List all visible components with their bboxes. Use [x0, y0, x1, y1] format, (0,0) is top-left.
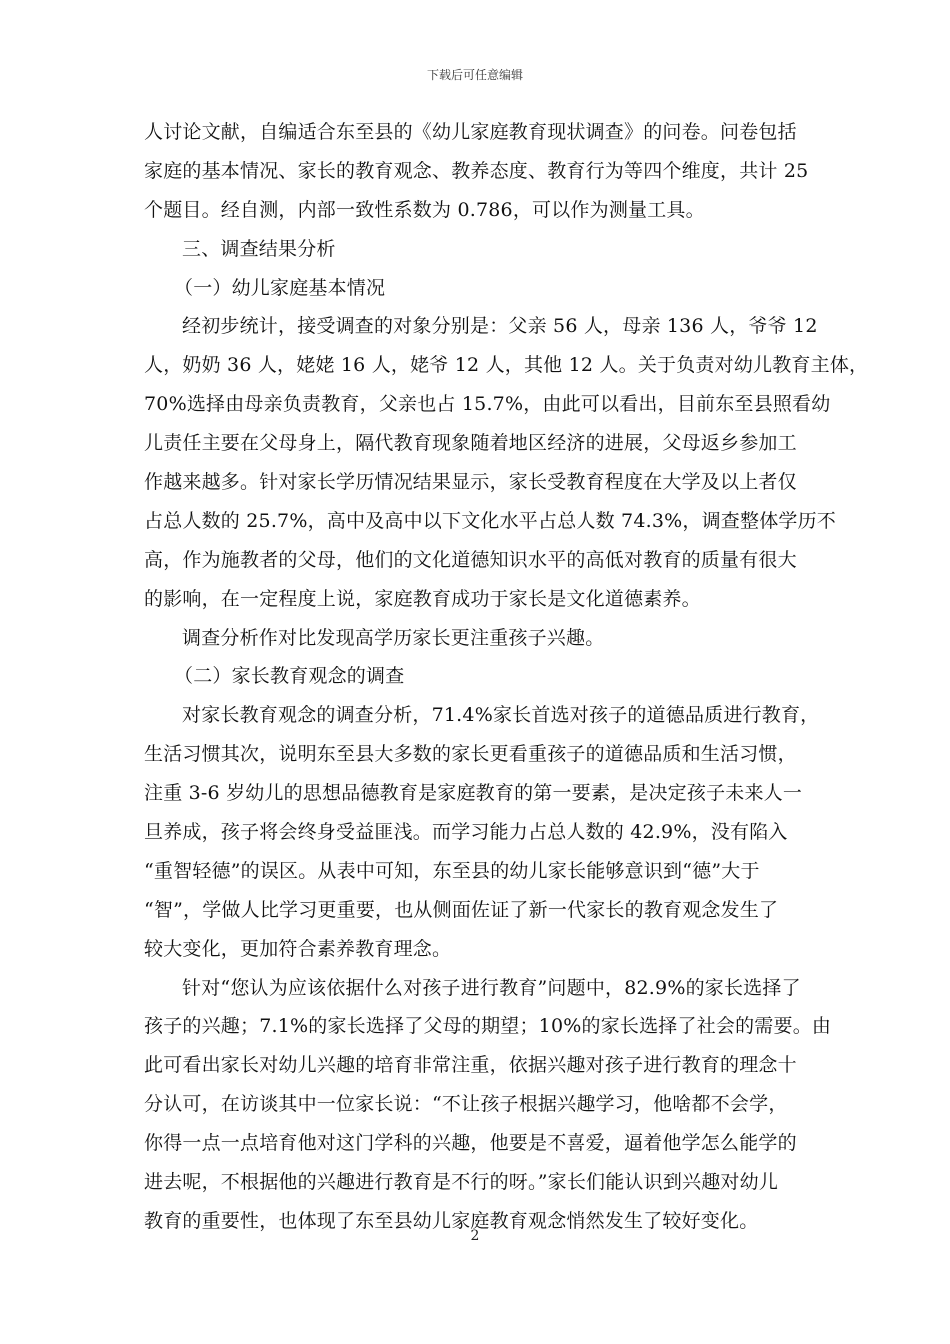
text-line: 调查分析作对比发现高学历家长更注重孩子兴趣。: [182, 626, 605, 649]
text-line: 进去呢，不根据他的兴趣进行教育是不行的呀。”家长们能认识到兴趣对幼儿: [144, 1171, 779, 1194]
text-line: 70%选择由母亲负责教育，父亲也占 15.7%，由此可以看出，目前东至县照看幼: [144, 393, 831, 416]
text-line: 孩子的兴趣；7.1%的家长选择了父母的期望；10%的家长选择了社会的需要。由: [144, 1015, 832, 1038]
text-line: 你得一点一点培育他对这门学科的兴趣，他要是不喜爱，逼着他学怎么能学的: [144, 1132, 797, 1155]
text-line: 家庭的基本情况、家长的教育观念、教养态度、教育行为等四个维度，共计 25: [144, 159, 809, 182]
text-line: 人，奶奶 36 人，姥姥 16 人，姥爷 12 人，其他 12 人。关于负责对幼儿教育主体，: [144, 354, 869, 377]
text-line: 人讨论文献，自编适合东至县的《幼儿家庭教育现状调查》的问卷。问卷包括: [144, 121, 797, 143]
text-line: 注重 3-6 岁幼儿的思想品德教育是家庭教育的第一要素，是决定孩子未来人一: [144, 782, 803, 805]
document-body: [144, 113, 869, 1241]
text-line: 分认可，在访谈其中一位家长说：“不让孩子根据兴趣学习，他啥都不会学，: [144, 1093, 788, 1116]
text-line: 此可看出家长对幼儿兴趣的培育非常注重，依据兴趣对孩子进行教育的理念十: [144, 1054, 797, 1077]
text-line: 占总人数的 25.7%，高中及高中以下文化水平占总人数 74.3%，调查整体学历不: [144, 509, 836, 532]
text-line: （二）家长教育观念的调查: [174, 665, 405, 688]
text-line: 生活习惯其次，说明东至县大多数的家长更看重孩子的道德品质和生活习惯，: [144, 743, 797, 766]
text-line: 教育的重要性，也体现了东至县幼儿家庭教育观念悄然发生了较好变化。: [144, 1209, 759, 1232]
text-line: 儿责任主要在父母身上，隔代教育现象随着地区经济的进展，父母返乡参加工: [144, 432, 797, 455]
text-line: “智”，学做人比学习更重要，也从侧面佐证了新一代家长的教育观念发生了: [144, 898, 779, 921]
text-line: 对家长教育观念的调查分析，71.4%家长首选对孩子的道德品质进行教育，: [182, 704, 820, 727]
text-line: 个题目。经自测，内部一致性系数为 0.786，可以作为测量工具。: [144, 198, 705, 221]
text-line: 较大变化，更加符合素养教育理念。: [144, 937, 452, 960]
text-line: 的影响，在一定程度上说，家庭教育成功于家长是文化道德素养。: [144, 587, 701, 610]
text-line: 高，作为施教者的父母，他们的文化道德知识水平的高低对教育的质量有很大: [144, 548, 797, 571]
text-line: 三、调查结果分析: [182, 237, 336, 260]
text-line: “重智轻德”的误区。从表中可知，东至县的幼儿家长能够意识到“德”大于: [144, 859, 760, 882]
text-line: 经初步统计，接受调查的对象分别是：父亲 56 人，母亲 136 人，爷爷 12: [182, 315, 818, 338]
text-line: （一）幼儿家庭基本情况: [174, 276, 386, 299]
text-line: 作越来越多。针对家长学历情况结果显示，家长受教育程度在大学及以上者仅: [144, 471, 797, 494]
text-line: 旦养成，孩子将会终身受益匪浅。而学习能力占总人数的 42.9%，没有陷入: [144, 821, 788, 844]
text-line: 针对“您认为应该依据什么对孩子进行教育”问题中，82.9%的家长选择了: [182, 976, 801, 999]
page-number: 2: [470, 1228, 480, 1244]
page-header: 下载后可任意编辑: [426, 68, 523, 82]
